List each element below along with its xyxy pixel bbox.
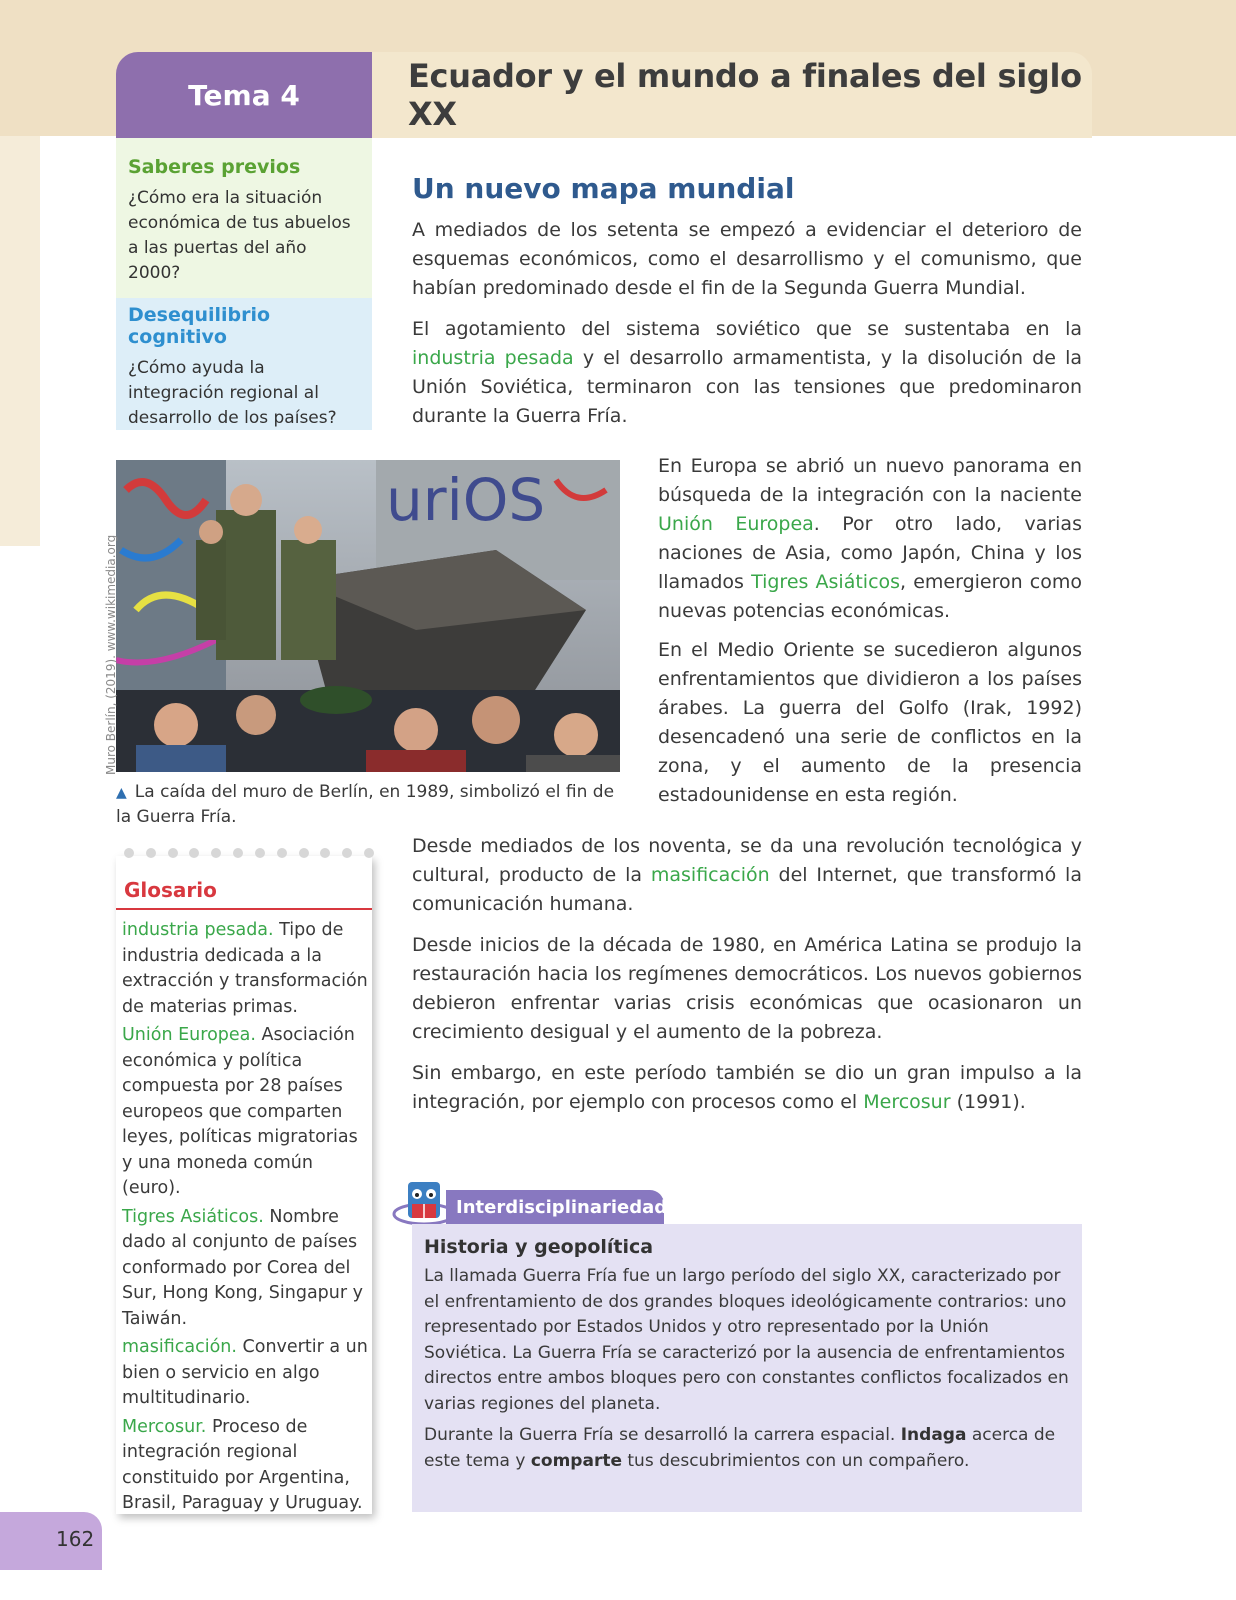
link-tigres-asiaticos[interactable]: Tigres Asiáticos <box>751 571 901 593</box>
saberes-previos-text: ¿Cómo era la situación económica de tus abuelos a las puertas del año 2000? <box>128 188 351 283</box>
main-text-bottom <box>412 832 1082 1117</box>
link-industria-pesada[interactable]: industria pesada <box>412 347 574 369</box>
glossary-title: Glosario <box>124 878 217 902</box>
desequilibrio-text: ¿Cómo ayuda la integración regional al desarrollo de los países? <box>128 358 337 428</box>
interdisciplinary-paragraph-1: La llamada Guerra Fría fue un largo período del siglo XX, caracterizado por el enfrentamiento de dos grandes bloques ideológicamente contrarios: uno representado por Estados Unidos y otro representado por la Unión Soviética. La Guerra Fría se caracterizó por la ausencia de enfrentamientos directos entre ambos bloques pero con constantes conflictos focalizados en varias regiones del planeta. <box>424 1266 1069 1414</box>
caption-text: La caída del muro de Berlín, en 1989, simbolizó el fin de la Guerra Fría. <box>116 782 615 827</box>
glossary-box <box>116 856 372 1514</box>
saberes-previos-box <box>116 138 372 298</box>
glossary-term: Tigres Asiáticos. <box>122 1206 264 1227</box>
glossary-definition: Nombre dado al conjunto de países conformado por Corea del Sur, Hong Kong, Singapur y Taiwán. <box>122 1206 363 1329</box>
glossary-entries <box>122 918 368 1520</box>
text-span: acerca de este tema y <box>424 1425 1056 1471</box>
glossary-entry <box>122 1335 368 1412</box>
photo-credit: Muro Berlín, (2019). www.wikimedia.org <box>104 534 118 775</box>
tema-label: Tema 4 <box>116 52 372 138</box>
saberes-previos-title: Saberes previos <box>128 156 301 178</box>
paragraph-4: En el Medio Oriente se sucedieron algunos enfrentamientos que dividieron a los países árabes. La guerra del Golfo (Irak, 1992) desencadenó una serie de conflictos en la zona, y el aumento de la presencia estadounidense en esta región. <box>658 639 1082 806</box>
glossary-definition: Convertir a un bien o servicio en algo multitudinario. <box>122 1337 368 1408</box>
page-number: 162 <box>56 1527 95 1551</box>
left-band <box>0 136 40 546</box>
desequilibrio-title: Desequilibrio cognitivo <box>128 304 271 348</box>
bold-indaga: Indaga <box>900 1425 967 1445</box>
paragraph-5 <box>412 832 1082 919</box>
glossary-definition: Asociación económica y política compuesta por 28 países europeos que comparten leyes, políticas migratorias y una moneda común (euro). <box>122 1025 358 1198</box>
title-bar <box>372 52 1092 138</box>
link-mercosur[interactable]: Mercosur <box>863 1091 951 1113</box>
berlin-wall-photo <box>116 460 620 772</box>
right-column <box>658 452 1082 820</box>
main-text-top <box>412 216 1082 431</box>
bold-comparte: comparte <box>530 1450 622 1471</box>
text-span: (1991). <box>950 1091 1026 1113</box>
text-span: Desde mediados de los noventa, se da una revolución tecnológica y cultural, producto de la <box>412 835 1082 886</box>
desequilibrio-box <box>116 298 372 430</box>
text-span: . Por otro lado, varias naciones de Asia, como Japón, China y los llamados <box>658 513 1082 593</box>
interdisciplinary-box <box>412 1224 1082 1512</box>
interdisciplinary-text <box>424 1264 1070 1474</box>
text-span: tus descubrimientos con un compañero. <box>621 1450 970 1471</box>
text-span: , emergieron como nuevas potencias económicas. <box>658 571 1082 622</box>
glossary-definition: Tipo de industria dedicada a la extracción y transformación de materias primas. <box>122 920 368 1017</box>
glossary-entry <box>122 918 368 1020</box>
graffiti-text: uriOS <box>386 466 546 534</box>
link-masificacion[interactable]: masificación <box>650 864 770 886</box>
paragraph-6: Desde inicios de la década de 1980, en América Latina se produjo la restauración hacia los regímenes democráticos. Los nuevos gobiernos debieron enfrentar varias crisis económicas que ocasionaron un crecimiento desigual y el aumento de la pobreza. <box>412 934 1082 1043</box>
glossary-term: Mercosur. <box>122 1416 207 1437</box>
paragraph-7 <box>412 1059 1082 1117</box>
glossary-entry <box>122 1415 368 1517</box>
text-span: Durante la Guerra Fría se desarrolló la carrera espacial. <box>424 1425 901 1445</box>
text-span: En Europa se abrió un nuevo panorama en búsqueda de la integración con la naciente <box>658 455 1082 506</box>
glossary-term: industria pesada. <box>122 920 274 940</box>
spiral-binding <box>124 848 374 864</box>
text-span: del Internet, que transformó la comunicación humana. <box>412 864 1082 915</box>
photo-caption <box>116 780 616 829</box>
glossary-term: masificación. <box>122 1337 237 1357</box>
link-union-europea[interactable]: Unión Europea <box>658 513 814 535</box>
paragraph-3 <box>658 452 1082 626</box>
glossary-definition: Proceso de integración regional constituido por Argentina, Brasil, Paraguay y Uruguay. <box>122 1416 363 1513</box>
page-title: Ecuador y el mundo a finales del siglo XX <box>408 57 1082 133</box>
glossary-entry <box>122 1023 368 1202</box>
interdisciplinary-paragraph-2 <box>424 1423 1070 1474</box>
interdisciplinary-subtitle: Historia y geopolítica <box>424 1236 654 1258</box>
page-header <box>116 52 1092 138</box>
text-span: Sin embargo, en este período también se dio un gran impulso a la integración, por ejemplo con procesos como el <box>412 1062 1082 1113</box>
section-title: Un nuevo mapa mundial <box>412 172 795 205</box>
glossary-entry <box>122 1205 368 1333</box>
interdisciplinariedad-tab: Interdisciplinariedad <box>446 1190 664 1224</box>
glossary-term: Unión Europea. <box>122 1025 256 1045</box>
photo-illustration <box>116 460 620 772</box>
text-span: El agotamiento del sistema soviético que se sustentaba en la <box>412 318 1082 340</box>
glossary-divider <box>116 908 372 910</box>
paragraph-2 <box>412 315 1082 431</box>
triangle-icon: ▲ <box>116 785 127 801</box>
paragraph-1: A mediados de los setenta se empezó a evidenciar el deterioro de esquemas económicos, como el desarrollismo y el comunismo, que habían predominado desde el fin de la Segunda Guerra Mundial. <box>412 219 1082 299</box>
text-span: y el desarrollo armamentista, y la disolución de la Unión Soviética, terminaron con las tensiones que predominaron durante la Guerra Fría. <box>412 347 1082 427</box>
